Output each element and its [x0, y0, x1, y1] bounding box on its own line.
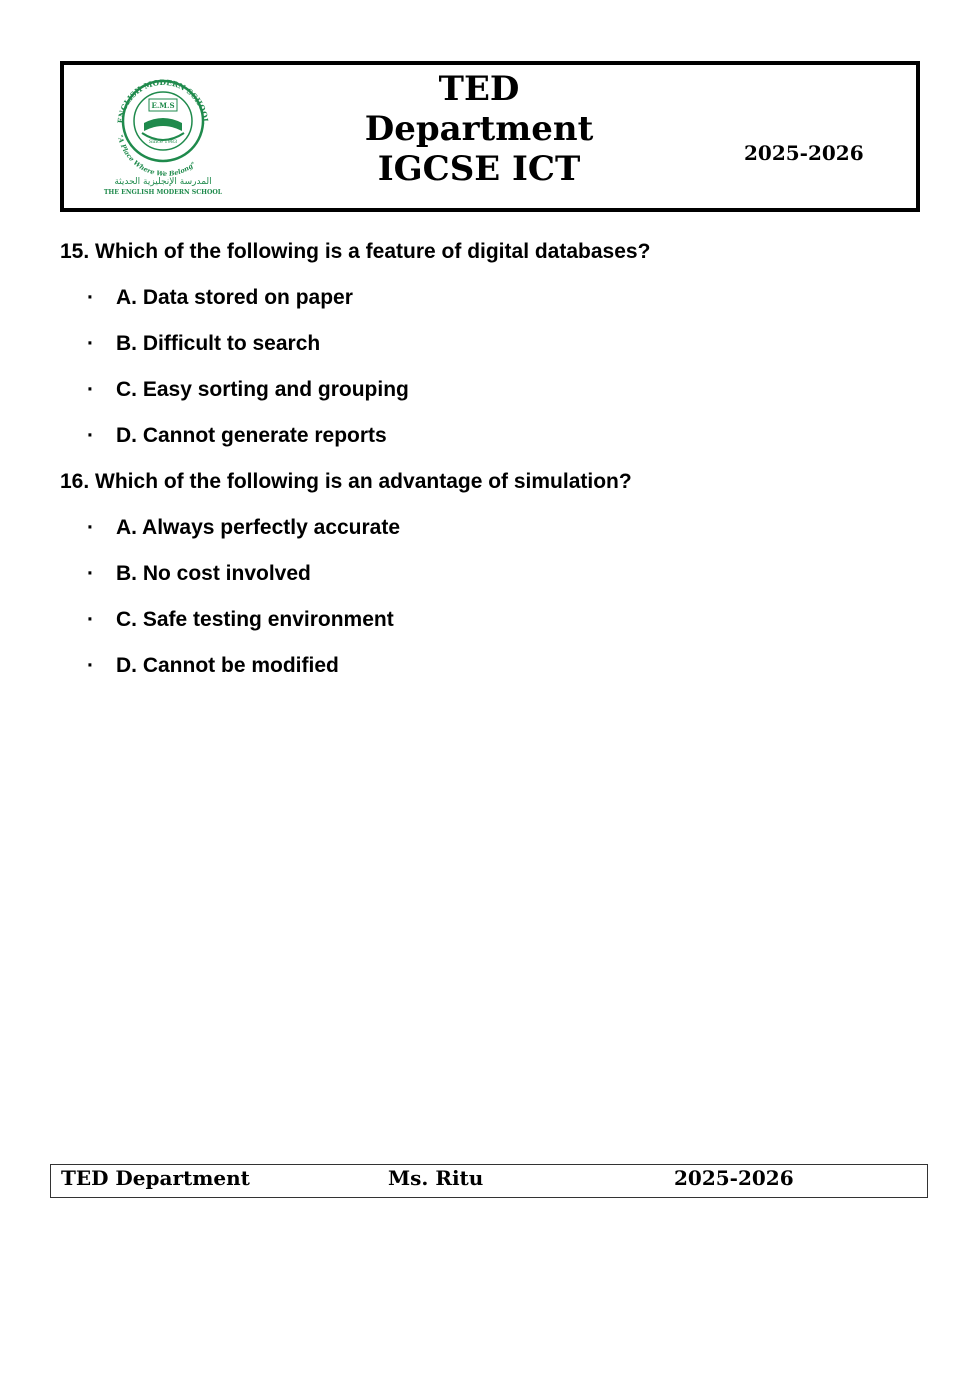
logo-english-name: THE ENGLISH MODERN SCHOOL	[103, 189, 223, 196]
option-15-b	[60, 330, 920, 376]
title-line-2: Department	[364, 109, 594, 149]
option-text: A. Data stored on paper	[116, 286, 353, 309]
option-15-c	[60, 376, 920, 422]
option-text: B. Difficult to search	[116, 332, 321, 355]
bullet: ·	[87, 378, 94, 401]
question-15: 15. Which of the following is a feature of digital databases?	[60, 240, 651, 263]
footer-year: 2025-2026	[674, 1166, 794, 1190]
option-text: C. Easy sorting and grouping	[116, 378, 409, 401]
bullet: ·	[87, 516, 94, 539]
page-title	[364, 69, 594, 189]
bullet: ·	[87, 332, 94, 355]
option-text: D. Cannot be modified	[116, 654, 339, 677]
title-line-3: IGCSE ICT	[377, 149, 581, 189]
footer-teacher: Ms. Ritu	[388, 1166, 484, 1190]
bullet: ·	[87, 562, 94, 585]
question-16: 16. Which of the following is an advantage of simulation?	[60, 470, 632, 493]
bullet: ·	[87, 286, 94, 309]
option-15-a	[60, 284, 920, 330]
school-logo	[100, 73, 226, 199]
header-year: 2025-2026	[744, 141, 864, 165]
logo-since-text: Since 1983	[148, 139, 178, 145]
option-16-d	[60, 652, 920, 698]
header-box	[60, 61, 920, 212]
logo-badge-text: E.M.S	[151, 101, 175, 110]
option-15-d	[60, 422, 920, 468]
book-icon	[144, 118, 182, 131]
question-list	[60, 238, 920, 698]
logo-ring-text: ENGLISH MODERN SCHOOL	[115, 77, 211, 124]
option-16-a	[60, 514, 920, 560]
bullet: ·	[87, 654, 94, 677]
option-text: C. Safe testing environment	[116, 608, 394, 631]
logo-motto-text: "A Place Where We Belong"	[116, 133, 198, 178]
logo-arabic-name: المدرسة الإنجليزية الحديثة	[114, 177, 212, 187]
option-text: A. Always perfectly accurate	[116, 516, 401, 539]
footer	[50, 1164, 928, 1198]
option-text: D. Cannot generate reports	[116, 424, 387, 447]
footer-department: TED Department	[61, 1166, 250, 1190]
option-text: B. No cost involved	[116, 562, 311, 585]
option-16-b	[60, 560, 920, 606]
option-16-c	[60, 606, 920, 652]
bullet: ·	[87, 608, 94, 631]
bullet: ·	[87, 424, 94, 447]
title-line-1: TED	[438, 69, 520, 109]
